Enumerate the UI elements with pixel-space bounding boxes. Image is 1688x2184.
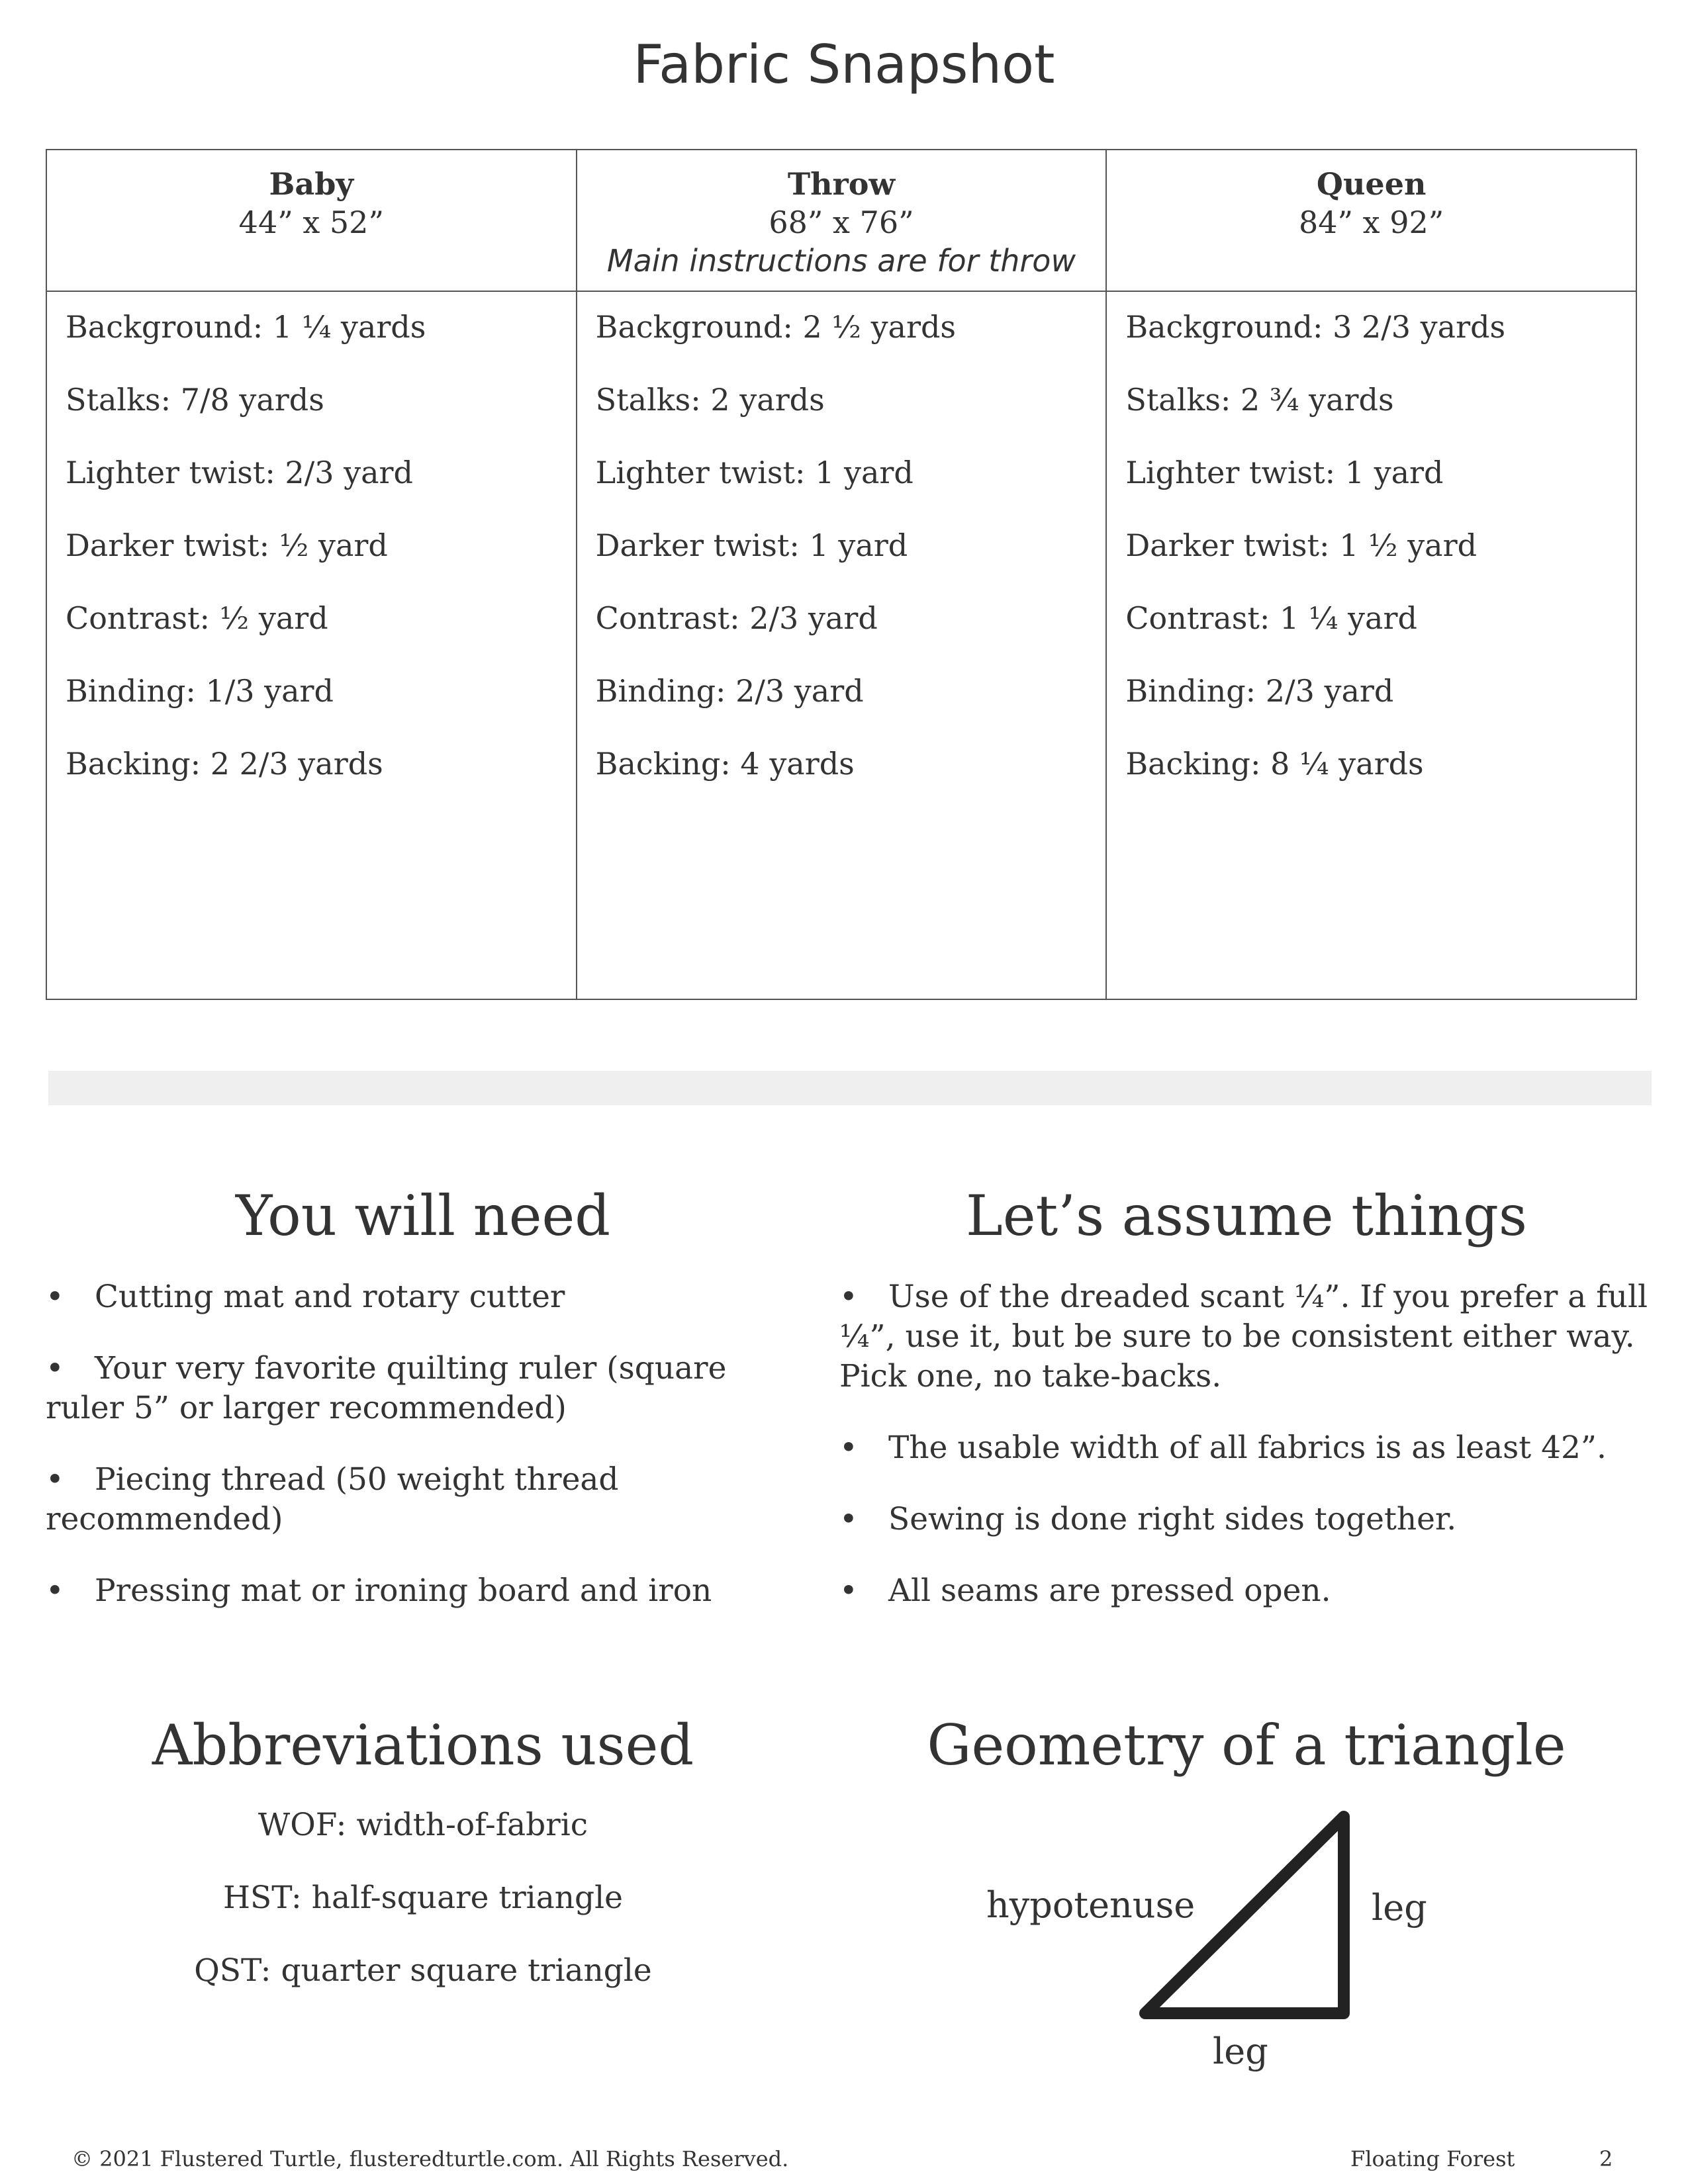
you-will-need-list	[46, 1277, 807, 1643]
fabric-line: Binding: 2/3 yard	[1125, 673, 1394, 709]
geometry-title: Geometry of a triangle	[927, 1713, 1566, 1778]
list-item	[839, 1500, 1654, 1539]
list-item	[46, 1460, 807, 1539]
abbreviation-item: WOF: width-of-fabric	[258, 1807, 588, 1843]
list-item	[46, 1571, 807, 1611]
abbreviations-list	[46, 1807, 800, 2025]
list-item	[839, 1571, 1654, 1611]
table-body-row	[46, 291, 1636, 999]
size-name: Baby	[269, 166, 354, 202]
bullet-glyph: •	[46, 1279, 64, 1315]
fabric-line: Contrast: 1 ¼ yard	[1125, 600, 1417, 636]
size-dimensions: 68” x 76”	[769, 205, 914, 240]
fabric-line: Stalks: 2 ¾ yards	[1125, 382, 1394, 418]
fabric-line: Darker twist: 1 ½ yard	[1125, 527, 1477, 563]
hypotenuse-label: hypotenuse	[986, 1884, 1196, 1926]
fabric-line: Background: 3 2/3 yards	[1125, 309, 1506, 345]
bullet-glyph: •	[46, 1350, 64, 1387]
fabric-line: Stalks: 2 yards	[595, 382, 825, 418]
assumptions-title: Let’s assume things	[966, 1183, 1527, 1248]
table-cell-throw	[577, 291, 1107, 999]
fabric-line: Backing: 4 yards	[595, 746, 855, 782]
bullet-glyph: •	[46, 1461, 64, 1498]
list-item-text: Use of the dreaded scant ¼”. If you prefer a full ¼”, use it, but be sure to be consistent either way. Pick one, no take-backs.	[839, 1279, 1648, 1394]
bullet-glyph: •	[839, 1279, 858, 1315]
size-dimensions: 84” x 92”	[1299, 205, 1444, 240]
fabric-line: Binding: 1/3 yard	[66, 673, 334, 709]
fabric-line: Darker twist: ½ yard	[66, 527, 388, 563]
fabric-line: Background: 2 ½ yards	[595, 309, 957, 345]
fabric-line: Backing: 2 2/3 yards	[66, 746, 383, 782]
bottom-leg-label: leg	[1213, 2030, 1268, 2072]
fabric-line: Lighter twist: 1 yard	[595, 455, 914, 490]
page-title: Fabric Snapshot	[633, 34, 1055, 95]
size-name: Queen	[1316, 166, 1427, 202]
footer-page-number: 2	[1599, 2146, 1613, 2171]
list-item-text: Pressing mat or ironing board and iron	[95, 1572, 712, 1609]
abbreviation-item: HST: half-square triangle	[223, 1880, 623, 1916]
size-name: Throw	[787, 166, 896, 202]
list-item-text: The usable width of all fabrics is as least 42”.	[888, 1430, 1607, 1466]
fabric-line: Contrast: 2/3 yard	[595, 600, 878, 636]
list-item-text: Piecing thread (50 weight thread recommended)	[46, 1461, 619, 1537]
bullet-glyph: •	[839, 1572, 858, 1609]
footer-pattern-name: Floating Forest	[1350, 2146, 1515, 2171]
list-item	[46, 1349, 807, 1428]
size-note: Main instructions are for throw	[606, 243, 1076, 279]
abbreviation-item: QST: quarter square triangle	[194, 1952, 652, 1989]
fabric-line: Backing: 8 ¼ yards	[1125, 746, 1424, 782]
fabric-line: Binding: 2/3 yard	[595, 673, 864, 709]
table-header-throw	[577, 150, 1107, 291]
side-leg-label: leg	[1372, 1887, 1427, 1929]
list-item	[839, 1428, 1654, 1468]
footer-copyright: © 2021 Flustered Turtle, flusteredturtle.com. All Rights Reserved.	[71, 2146, 789, 2171]
list-item-text: Sewing is done right sides together.	[888, 1501, 1457, 1537]
bullet-glyph: •	[839, 1430, 858, 1466]
table-header-baby	[46, 150, 577, 291]
list-item-text: All seams are pressed open.	[888, 1572, 1331, 1609]
list-item-text: Your very favorite quilting ruler (square ruler 5” or larger recommended)	[46, 1350, 727, 1426]
list-item-text: Cutting mat and rotary cutter	[95, 1279, 565, 1315]
size-dimensions: 44” x 52”	[238, 205, 384, 240]
abbreviations-title: Abbreviations used	[152, 1713, 694, 1778]
fabric-line: Contrast: ½ yard	[66, 600, 328, 636]
bullet-glyph: •	[46, 1572, 64, 1609]
assumptions-list	[839, 1277, 1654, 1643]
bullet-glyph: •	[839, 1501, 858, 1537]
table-cell-queen	[1106, 291, 1636, 999]
fabric-line: Lighter twist: 1 yard	[1125, 455, 1444, 490]
fabric-requirements-table	[46, 149, 1637, 1000]
fabric-line: Lighter twist: 2/3 yard	[66, 455, 413, 490]
fabric-line: Stalks: 7/8 yards	[66, 382, 324, 418]
list-item	[839, 1277, 1654, 1396]
table-header-row	[46, 150, 1636, 291]
table-header-queen	[1106, 150, 1636, 291]
table-cell-baby	[46, 291, 577, 999]
section-divider	[48, 1071, 1652, 1105]
you-will-need-title: You will need	[235, 1183, 610, 1248]
fabric-line: Background: 1 ¼ yards	[66, 309, 426, 345]
list-item	[46, 1277, 807, 1317]
fabric-line: Darker twist: 1 yard	[595, 527, 908, 563]
